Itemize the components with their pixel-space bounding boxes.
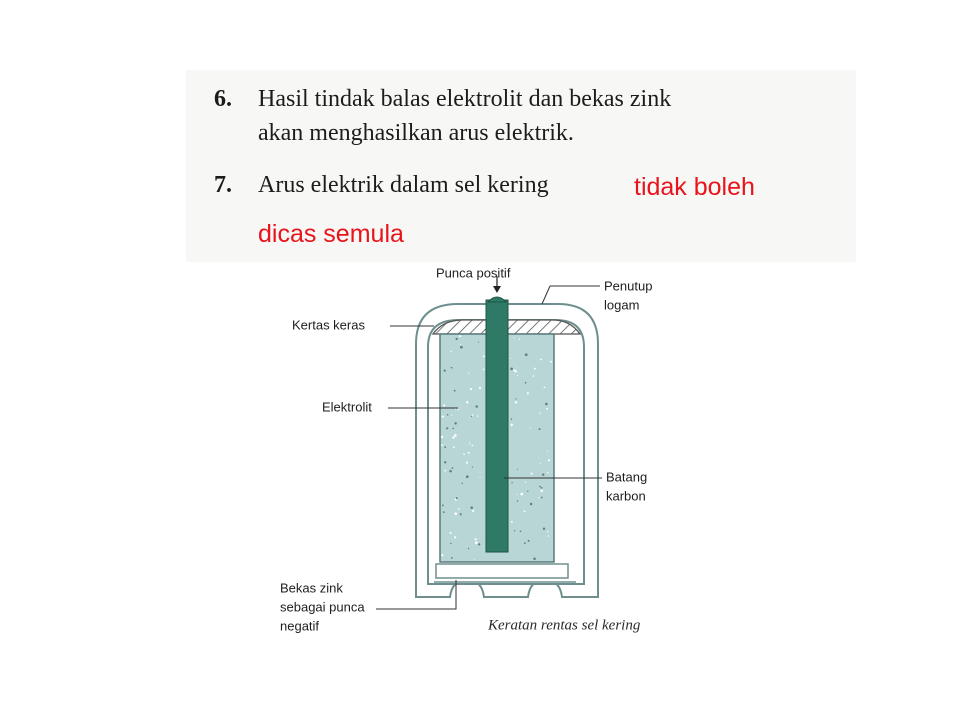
electrolyte-speck <box>466 475 469 478</box>
label-zinc-case-2: sebagai punca <box>280 599 365 615</box>
electrolyte-speck <box>515 401 517 403</box>
electrolyte-speck <box>471 416 472 417</box>
item-7-number: 7. <box>214 172 232 198</box>
electrolyte-speck <box>483 355 485 357</box>
leader-metal-cap <box>542 286 550 304</box>
electrolyte-speck <box>472 466 473 467</box>
electrolyte-speck <box>477 415 478 416</box>
annotation-not-rechargeable: tidak boleh <box>634 173 755 201</box>
electrolyte-speck <box>517 375 518 376</box>
electrolyte-speck <box>474 559 475 560</box>
label-zinc-case-1: Bekas zink <box>280 580 343 596</box>
electrolyte-speck <box>517 469 518 470</box>
electrolyte-speck <box>483 368 485 370</box>
electrolyte-speck <box>550 361 552 363</box>
electrolyte-speck <box>548 459 550 461</box>
electrolyte-speck <box>511 521 513 523</box>
carbon-rod <box>486 300 508 552</box>
electrolyte-speck <box>515 398 516 399</box>
electrolyte-speck <box>513 369 515 371</box>
electrolyte-speck <box>460 344 461 345</box>
electrolyte-speck <box>472 510 474 512</box>
electrolyte-speck <box>528 540 530 542</box>
electrolyte-speck <box>441 436 443 438</box>
electrolyte-speck <box>456 338 458 340</box>
electrolyte-speck <box>540 463 541 464</box>
electrolyte-speck <box>547 531 548 532</box>
electrolyte-speck <box>468 452 470 454</box>
electrolyte-speck <box>531 473 533 475</box>
electrolyte-speck <box>463 453 465 455</box>
label-carbon-rod-1: Batang <box>606 469 648 485</box>
electrolyte-speck <box>466 462 468 464</box>
electrolyte-speck <box>454 536 456 538</box>
electrolyte-speck <box>443 511 445 513</box>
electrolyte-speck <box>444 461 446 463</box>
electrolyte-speck <box>454 422 456 424</box>
electrolyte-speck <box>540 490 543 493</box>
electrolyte-speck <box>441 444 443 446</box>
electrolyte-speck <box>455 408 456 409</box>
electrolyte-speck <box>475 541 478 544</box>
electrolyte-speck <box>470 388 472 390</box>
label-carbon-rod-2: karbon <box>606 488 646 504</box>
electrolyte-speck <box>532 375 534 377</box>
electrolyte-speck <box>446 427 448 429</box>
electrolyte-speck <box>541 497 543 499</box>
electrolyte-speck <box>544 387 546 389</box>
electrolyte-speck <box>456 497 458 499</box>
electrolyte-speck <box>524 542 526 544</box>
electrolyte-speck <box>539 486 541 488</box>
electrolyte-speck <box>541 487 543 489</box>
item-7-line-1: Arus elektrik dalam sel kering <box>258 172 549 198</box>
electrolyte-speck <box>525 353 528 356</box>
electrolyte-speck <box>469 442 470 443</box>
electrolyte-speck <box>454 390 456 392</box>
electrolyte-speck <box>534 368 536 370</box>
electrolyte-speck <box>525 382 527 384</box>
electrolyte-speck <box>543 528 545 530</box>
positive-cap <box>488 297 506 302</box>
electrolyte-speck <box>468 373 469 374</box>
electrolyte-speck <box>449 470 452 473</box>
electrolyte-speck <box>452 467 454 469</box>
label-metal-cap-2: logam <box>604 297 640 313</box>
electrolyte-speck <box>451 557 453 559</box>
electrolyte-speck <box>444 470 446 472</box>
electrolyte-speck <box>468 548 469 549</box>
electrolyte-speck <box>472 414 474 416</box>
electrolyte-speck <box>546 408 548 410</box>
electrolyte-speck <box>545 403 548 406</box>
electrolyte-speck <box>451 414 452 415</box>
electrolyte-speck <box>510 367 513 370</box>
item-6-line-1: Hasil tindak balas elektrolit dan bekas zink <box>258 86 672 112</box>
electrolyte-speck <box>533 558 536 561</box>
electrolyte-speck <box>443 404 445 406</box>
electrolyte-speck <box>450 532 452 534</box>
annotation-recharge: dicas semula <box>258 220 404 248</box>
electrolyte-speck <box>539 497 540 498</box>
electrolyte-speck <box>444 446 446 448</box>
electrolyte-speck <box>454 512 457 515</box>
electrolyte-speck <box>479 477 480 478</box>
label-electrolyte: Elektrolit <box>322 399 372 415</box>
electrolyte-speck <box>452 436 454 438</box>
electrolyte-speck <box>510 358 511 359</box>
electrolyte-speck <box>471 445 473 447</box>
electrolyte-speck <box>517 500 518 501</box>
electrolyte-speck <box>516 494 517 495</box>
electrolyte-speck <box>452 428 454 430</box>
electrolyte-speck <box>539 428 541 430</box>
electrolyte-speck <box>525 482 526 483</box>
electrolyte-speck <box>450 351 451 352</box>
electrolyte-speck <box>458 409 459 410</box>
electrolyte-speck <box>527 491 528 492</box>
electrolyte-speck <box>513 337 514 338</box>
electrolyte-speck <box>447 414 449 416</box>
dry-cell-diagram <box>258 262 696 638</box>
electrolyte-speck <box>453 446 455 448</box>
electrolyte-speck <box>527 392 529 394</box>
electrolyte-speck <box>511 418 513 420</box>
electrolyte-speck <box>539 412 540 413</box>
electrolyte-speck <box>459 335 461 337</box>
item-6-number: 6. <box>214 86 232 112</box>
electrolyte-speck <box>530 428 531 429</box>
electrolyte-speck <box>442 504 444 506</box>
electrolyte-speck <box>530 503 533 506</box>
electrolyte-speck <box>444 369 446 371</box>
electrolyte-speck <box>454 434 457 437</box>
electrolyte-speck <box>478 543 480 545</box>
electrolyte-speck <box>470 506 473 509</box>
electrolyte-speck <box>510 424 513 427</box>
electrolyte-speck <box>479 387 481 389</box>
electrolyte-speck <box>547 451 548 452</box>
diagram-caption: Keratan rentas sel kering <box>488 617 641 634</box>
electrolyte-speck <box>460 346 463 349</box>
electrolyte-speck <box>460 513 462 515</box>
electrolyte-speck <box>520 493 523 496</box>
electrolyte-speck <box>542 473 544 475</box>
label-zinc-case-3: negatif <box>280 618 320 634</box>
electrolyte-speck <box>548 535 549 536</box>
electrolyte-speck <box>520 530 522 532</box>
arrowhead-positive <box>493 286 501 293</box>
electrolyte-speck <box>511 482 512 483</box>
electrolyte-speck <box>466 401 468 403</box>
base-plate <box>436 564 568 578</box>
dry-cell-svg <box>258 262 696 638</box>
electrolyte-speck <box>458 508 460 510</box>
electrolyte-speck <box>478 342 479 343</box>
item-6-line-2: akan menghasilkan arus elektrik. <box>258 120 574 146</box>
electrolyte-speck <box>514 530 515 531</box>
electrolyte-speck <box>451 367 453 369</box>
electrolyte-speck <box>461 483 462 484</box>
electrolyte-speck <box>540 359 542 361</box>
electrolyte-speck <box>524 510 526 512</box>
electrolyte-speck <box>441 554 443 556</box>
electrolyte-speck <box>547 472 549 474</box>
electrolyte-speck <box>475 405 478 408</box>
label-metal-cap-1: Penutup <box>604 278 653 294</box>
electrolyte-speck <box>442 416 444 418</box>
label-hard-paper: Kertas keras <box>292 317 365 333</box>
electrolyte-speck <box>450 543 451 544</box>
electrolyte-speck <box>469 444 470 445</box>
electrolyte-speck <box>519 339 520 340</box>
label-positive-terminal: Punca positif <box>436 265 511 281</box>
electrolyte-speck <box>475 538 477 540</box>
